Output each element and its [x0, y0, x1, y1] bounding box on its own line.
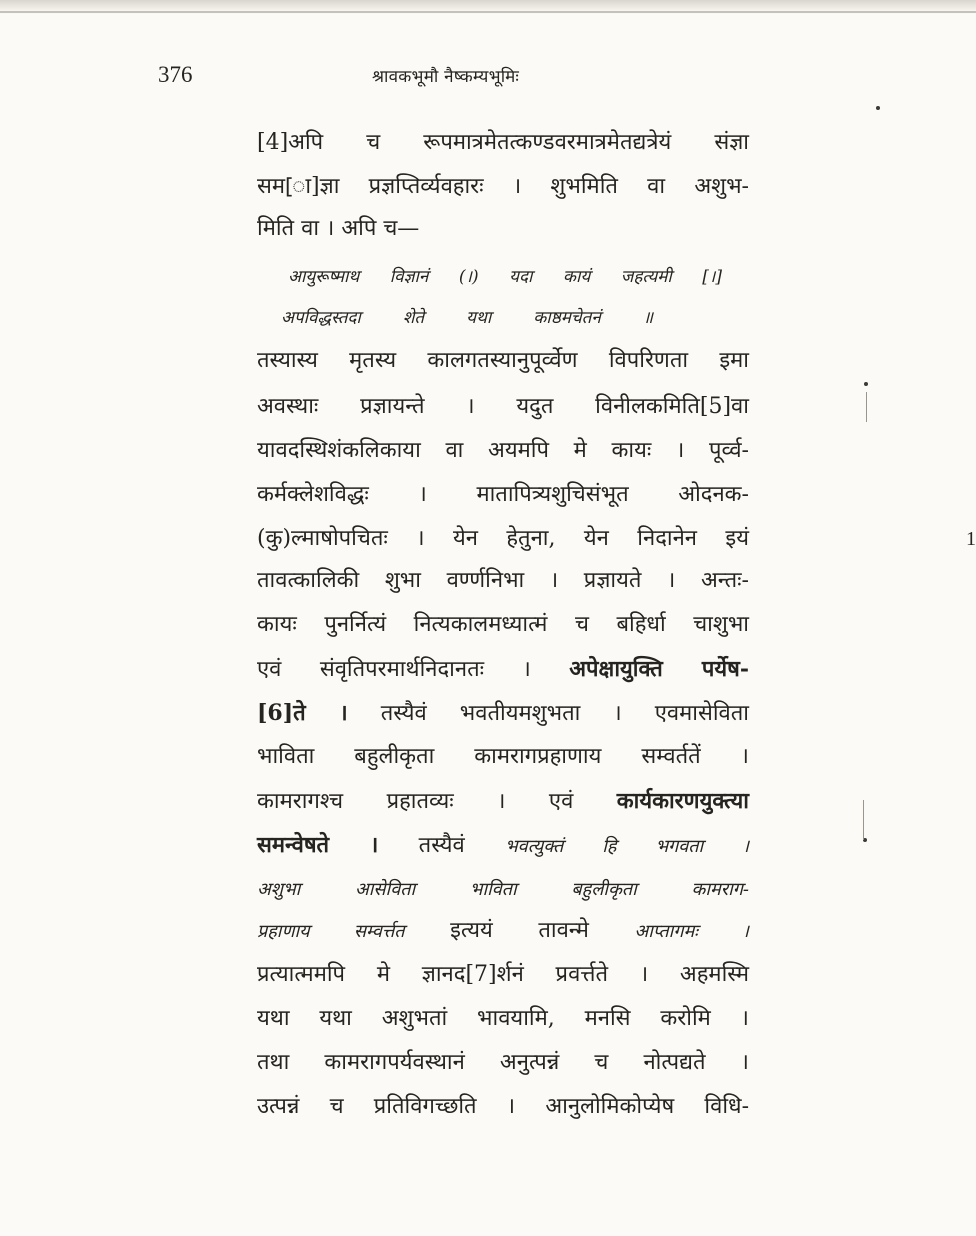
text-line-15 [257, 830, 749, 862]
text-line-2: सम[ा]ज्ञा प्रज्ञप्तिर्व्यवहारः । शुभमिति वा अशुभ- [257, 174, 749, 199]
text-line-21: उत्पन्नं च प्रतिविगच्छति । आनुलोमिकोप्येष विधि- [257, 1094, 749, 1119]
scan-mark [866, 392, 867, 422]
line-17-plain: इत्ययं तावन्मे [450, 918, 589, 943]
scan-edge-line [0, 11, 976, 13]
verse-line-2: अपविद्धस्तदा शेते यथा काष्ठमचेतनं ॥ [281, 308, 653, 328]
speck-mark [864, 382, 868, 386]
text-line-4: तस्यास्य मृतस्य कालगतस्यानुपूर्व्वेण विपरिणता इमा [257, 348, 749, 373]
text-line-13: भाविता बहुलीकृता कामरागप्रहाणाय सम्वर्ततें । [257, 744, 749, 769]
text-line-5: अवस्थाः प्रज्ञायन्ते । यदुत विनीलकमिति[5]वा [257, 394, 749, 419]
verse-line-1: आयुरूष्माथ विज्ञानं (।) यदा कायं जहत्यमी [।] [288, 267, 722, 287]
text-line-8: (कु)ल्माषोपचितः । येन हेतुना, येन निदानेन इयं [257, 526, 749, 551]
line-15-plain: तस्यैवं [418, 833, 465, 858]
text-line-14 [257, 786, 749, 817]
text-line-16 [257, 874, 749, 905]
text-line-11 [257, 654, 749, 685]
text-line-19: यथा यथा अशुभतां भावयामि, मनसि करोमि । [257, 1006, 749, 1031]
text-line-18: प्रत्यात्ममपि मे ज्ञानद[7]र्शनं प्रवर्त्तते । अहमस्मि [257, 962, 749, 987]
speck-mark [876, 106, 880, 110]
page-number: 376 [158, 62, 193, 87]
scan-mark [863, 800, 864, 840]
line-15-bold: समन्वेषते । [257, 832, 379, 858]
text-line-9: तावत्कालिकी शुभा वर्ण्णनिभा । प्रज्ञायते । अन्तः- [257, 568, 749, 593]
line-17-italic-a: प्रहाणाय सम्वर्त्तत [257, 921, 405, 942]
line-12-plain: तस्यैवं भवतीयमशुभता । एवमासेविता [380, 701, 749, 726]
line-15-italic: भवत्युक्तं हि भगवता । [505, 836, 750, 857]
line-12-bold: [6]ते । [257, 700, 348, 726]
text-line-7: कर्मक्लेशविद्धः । मातापित्र्यशुचिसंभूत ओदनक- [257, 482, 749, 507]
line-17-italic-b: आप्तागमः । [634, 921, 749, 942]
text-line-20: तथा कामरागपर्यवस्थानं अनुत्पन्नं च नोत्पद्यते । [257, 1050, 749, 1075]
line-14-plain: कामरागश्च प्रहातव्यः । एवं [257, 789, 574, 814]
line-16-italic: अशुभा आसेविता भाविता बहुलीकृता कामराग- [257, 879, 749, 900]
line-11-bold: अपेक्षायुक्ति पर्येष- [569, 656, 749, 682]
text-line-12 [257, 698, 749, 729]
text-line-6: यावदस्थिशंकलिकाया वा अयमपि मे कायः । पूर्व्व- [257, 438, 749, 463]
line-11-plain: एवं संवृतिपरमार्थनिदानतः । [257, 657, 531, 682]
line-14-bold: कार्यकारणयुक्त्या [616, 788, 749, 814]
margin-mark: 1 [966, 528, 976, 550]
text-line-1: [4]अपि च रूपमात्रमेतत्कण्डवरमात्रमेतद्यत्रेयं संज्ञा [257, 130, 749, 155]
text-line-17 [257, 916, 749, 947]
text-line-10: कायः पुनर्नित्यं नित्यकालमध्यात्मं च बहिर्धा चाशुभा [257, 612, 749, 637]
running-head: श्रावकभूमौ नैष्कम्यभूमिः [372, 67, 519, 87]
text-line-3: मिति वा । अपि च— [257, 216, 420, 241]
